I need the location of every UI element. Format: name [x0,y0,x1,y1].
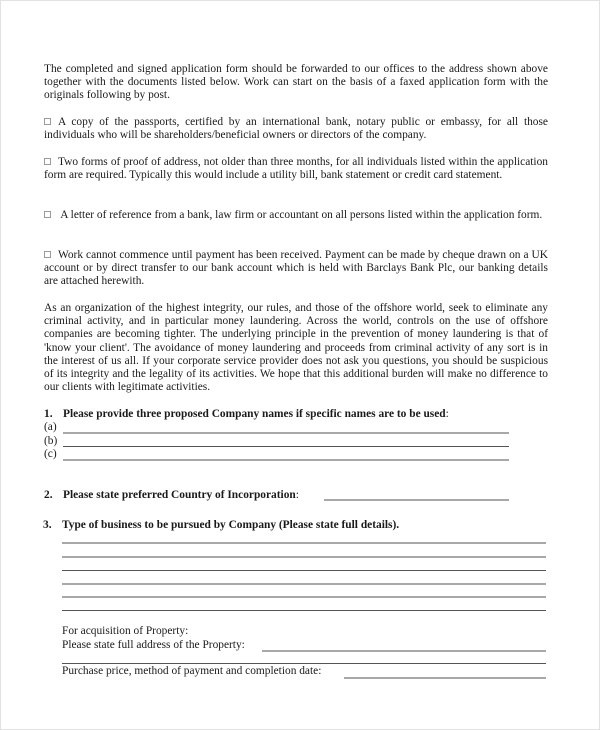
question-3 [43,519,399,532]
question-text: Please state preferred Country of Incorporation [63,489,296,501]
checkbox-icon[interactable] [44,158,51,165]
checklist-text: A copy of the passports, certified by an international bank, notary public or embassy, for all those individuals who will be shareholders/beneficial owners or directors of the company. [44,116,548,142]
checkbox-icon[interactable] [44,251,51,258]
business-details-line-6[interactable] [62,610,546,611]
option-label-a: (a) [44,421,57,433]
business-details-line-2[interactable] [62,556,546,558]
checklist-item-payment [44,249,548,289]
question-1 [44,408,449,421]
checklist-item-proof-of-address [44,156,548,182]
purchase-details-label: Purchase price, method of payment and completion date: [62,665,322,677]
intro-paragraph: The completed and signed application form should be forwarded to our offices to the address shown above together with the documents listed below. Work can start on the basis of a faxed application form with the originals following by post. [44,63,548,102]
property-address-label: Please state full address of the Property: [62,639,245,651]
option-label-b: (b) [44,435,58,447]
business-details-line-1[interactable] [62,542,546,544]
purchase-details-field[interactable] [344,677,546,679]
integrity-paragraph: As an organization of the highest integrity, our rules, and those of the offshore world, seek to eliminate any criminal activity, and in particular money laundering. Across the world, controls on the use of offshore companies are becoming tighter. The underlying principle in the prevention of money laundering is that of 'know your client'. The avoidance of money laundering and proceeds from criminal activity of any sort is in the interest of us all. If your corporate service provider does not ask you questions, you should be suspicious of its integrity and the legality of its activities. We hope that this additional burden will make no difference to our clients with legitimate activities. [44,302,548,394]
property-address-line-2[interactable] [62,663,546,664]
option-label-c: (c) [44,448,57,460]
checkbox-icon[interactable] [44,118,51,125]
checkbox-icon[interactable] [44,211,51,218]
checklist-text: Two forms of proof of address, not older than three months, for all individuals listed within the application form are required. Typically this would include a utility bill, bank statement or credit card statement. [44,156,548,182]
question-2 [44,489,299,502]
checklist-item-passports [44,116,548,142]
question-text: Type of business to be pursued by Company (Please state full details). [62,519,400,531]
business-details-line-4[interactable] [62,583,546,585]
question-number: 2. [44,489,53,501]
country-of-incorporation-field[interactable] [324,499,509,501]
checklist-text: Work cannot commence until payment has been received. Payment can be made by cheque drawn on a UK account or by direct transfer to our bank account which is held with Barclays Bank Plc, our banking details are attached herewith. [44,249,548,288]
checklist-item-reference-letter [44,209,548,222]
company-name-b-field[interactable] [63,446,509,447]
question-number: 1. [44,408,53,420]
property-address-field[interactable] [262,650,546,652]
checklist-text: A letter of reference from a bank, law firm or accountant on all persons listed within the application form. [58,209,543,221]
question-colon: : [295,489,299,501]
question-colon: : [445,408,449,420]
business-details-line-3[interactable] [62,570,546,571]
question-text: Please provide three proposed Company names if specific names are to be used [63,408,446,420]
company-name-c-field[interactable] [63,459,509,461]
question-number: 3. [43,519,52,531]
business-details-line-5[interactable] [62,596,546,598]
company-name-a-field[interactable] [63,432,509,434]
property-heading: For acquisition of Property: [62,625,189,637]
